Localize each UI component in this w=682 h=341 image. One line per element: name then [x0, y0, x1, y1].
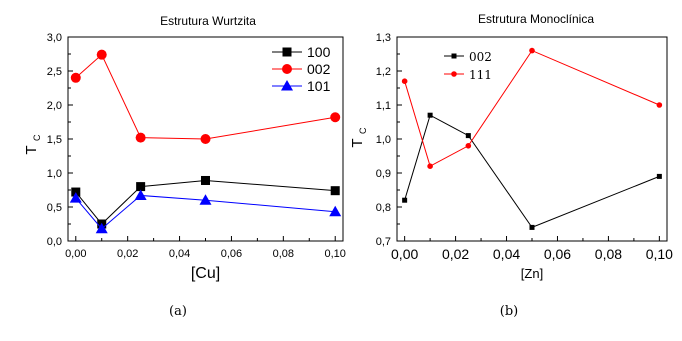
- legend-marker-100: [283, 48, 292, 57]
- data-point-111: [529, 48, 535, 54]
- y-axis-label-main: T: [23, 145, 40, 155]
- legend-label-002: 002: [469, 50, 492, 64]
- legend: [272, 44, 331, 94]
- data-point-111: [402, 78, 408, 84]
- data-point-111: [427, 163, 433, 169]
- data-point-111: [466, 143, 472, 149]
- y-tick-label: 3,0: [46, 32, 62, 44]
- y-tick-label: 0,8: [375, 202, 391, 214]
- figure-caption: (b): [499, 304, 519, 319]
- y-tick-label: 0,9: [375, 168, 391, 180]
- x-tick-label: 0,06: [220, 248, 243, 260]
- y-tick-label: 1,0: [375, 134, 391, 146]
- x-tick-label: 0,02: [441, 246, 470, 262]
- x-tick-label: 0,02: [116, 248, 139, 260]
- plot-frame: [397, 37, 667, 241]
- legend-label-101: 101: [307, 78, 331, 94]
- x-tick-label: 0,08: [594, 246, 623, 262]
- y-tick-label: 0,5: [46, 202, 62, 214]
- y-tick-label: 0,7: [375, 236, 391, 248]
- legend-marker-002: [452, 54, 457, 59]
- data-point-002: [402, 198, 407, 203]
- x-tick-label: 0,00: [65, 248, 87, 260]
- series-line-002: [405, 115, 660, 227]
- data-point-100: [331, 186, 340, 195]
- chart-title: Estrutura Monoclínica: [477, 12, 595, 26]
- legend-marker-002: [282, 64, 292, 74]
- x-tick-label: 0,08: [272, 248, 295, 260]
- data-point-002: [657, 174, 662, 179]
- legend-label-002: 002: [307, 61, 331, 77]
- x-tick-label: 0,04: [168, 248, 191, 260]
- y-tick-label: 1,2: [375, 66, 391, 78]
- legend: [444, 50, 492, 82]
- data-point-002: [530, 225, 535, 230]
- y-tick-label: 1,5: [46, 134, 62, 146]
- y-tick-label: 2,0: [46, 100, 62, 112]
- y-axis-label-main: T: [349, 138, 366, 148]
- x-tick-label: 0,10: [645, 246, 673, 262]
- y-axis-label-subscript: C: [32, 134, 42, 141]
- x-axis-label: [Cu]: [190, 265, 221, 282]
- data-point-002: [71, 73, 81, 83]
- y-tick-label: 2,5: [46, 66, 62, 78]
- legend-label-111: 111: [469, 68, 492, 82]
- y-tick-label: 1,1: [375, 100, 391, 112]
- data-point-002: [201, 134, 211, 144]
- x-axis-label: [Zn]: [520, 266, 544, 281]
- data-point-002: [97, 50, 107, 60]
- y-axis-label-subscript: C: [358, 127, 368, 134]
- chart-title: Estrutura Wurtzita: [160, 14, 256, 28]
- legend-marker-111: [451, 71, 457, 77]
- legend-label-100: 100: [307, 44, 331, 60]
- chart-panel-2: [349, 12, 673, 319]
- x-tick-label: 0,04: [492, 246, 521, 262]
- y-axis-label: [23, 134, 42, 155]
- data-point-002: [428, 113, 433, 118]
- x-tick-label: 0,00: [391, 246, 419, 262]
- data-point-100: [201, 176, 210, 185]
- data-point-002: [136, 133, 146, 143]
- y-tick-label: 0,0: [46, 236, 62, 248]
- y-axis-label: [349, 127, 368, 148]
- y-tick-label: 1,0: [46, 168, 62, 180]
- data-point-002: [466, 133, 471, 138]
- y-tick-label: 1,3: [375, 32, 391, 44]
- chart-panel-1: [23, 14, 346, 319]
- data-point-002: [330, 112, 340, 122]
- legend-marker-101: [281, 80, 293, 91]
- series-line-111: [405, 51, 660, 167]
- figure-caption: (a): [169, 304, 187, 319]
- x-tick-label: 0,10: [324, 248, 346, 260]
- series-line-002: [76, 55, 335, 139]
- x-tick-label: 0,06: [543, 246, 572, 262]
- data-point-111: [657, 102, 663, 108]
